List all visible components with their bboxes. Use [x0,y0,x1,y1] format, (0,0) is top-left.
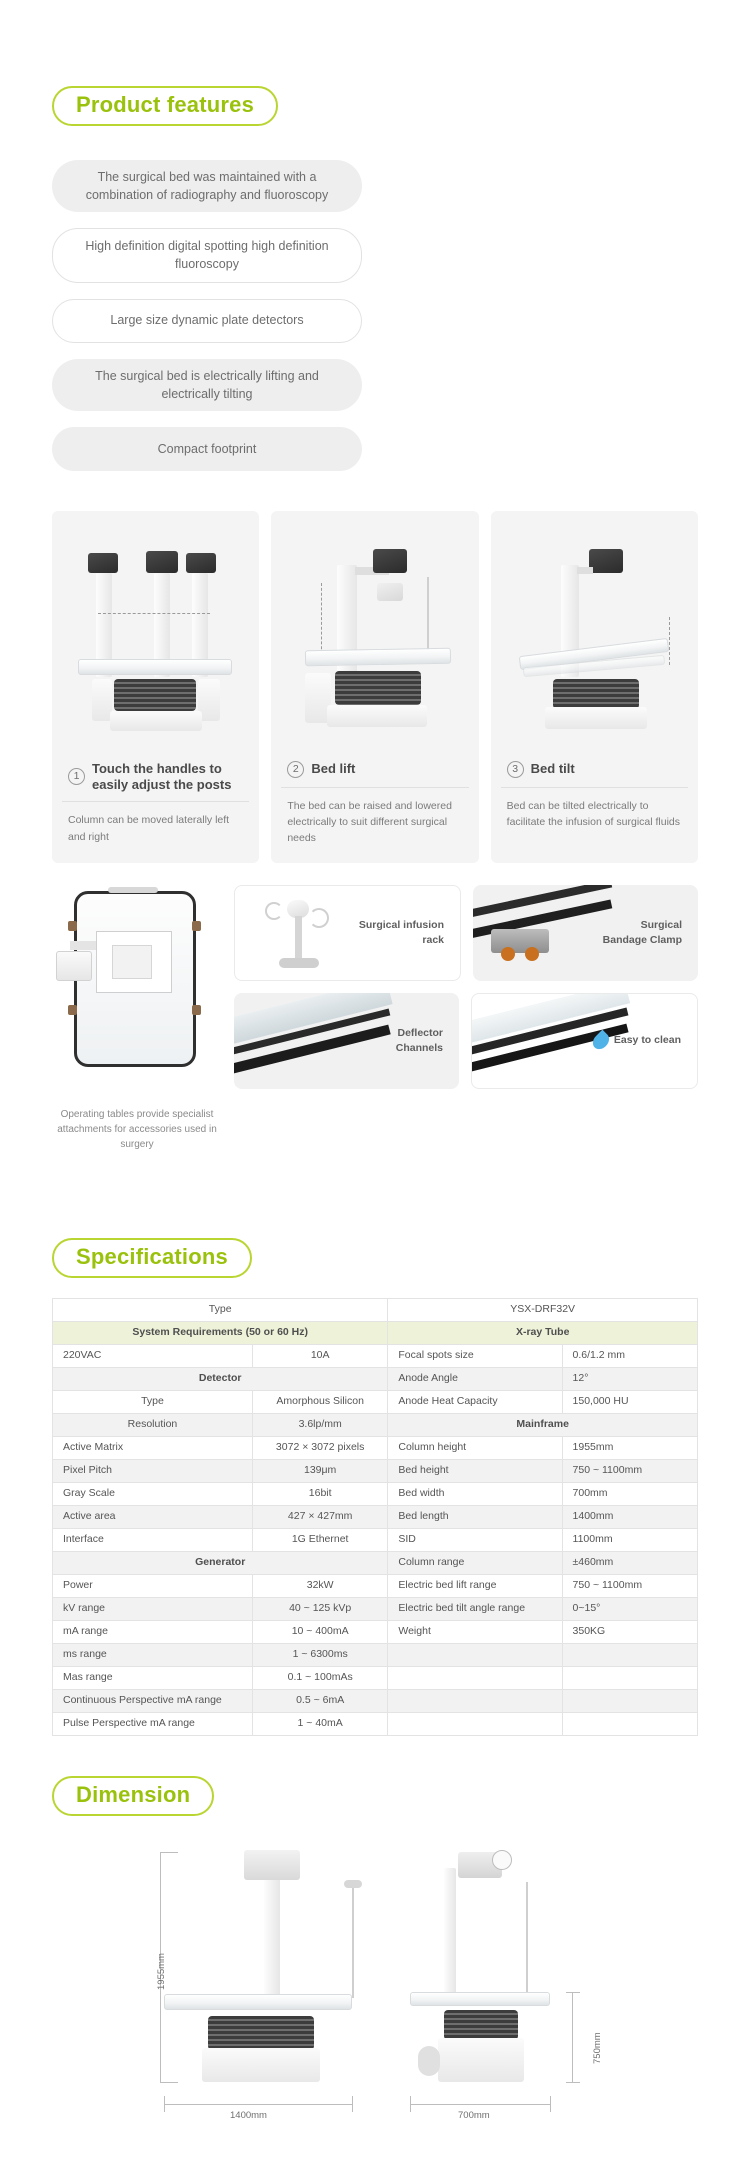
table-row [53,1436,698,1459]
dimension-section [0,1842,750,2142]
table-cell: Pulse Perspective mA range [53,1712,253,1735]
side-height-label: 750mm [592,2031,603,2064]
table-row [53,1321,698,1344]
feature-card-title-row [62,751,249,803]
table-cell: SID [388,1528,562,1551]
product-features-heading-label: Product features [76,92,255,117]
table-cell: 3.6lp/mm [252,1413,387,1436]
table-cell: 0.1 ~ 100mAs [252,1666,387,1689]
table-cell: Power [53,1574,253,1597]
accessory-tile-grid [234,885,698,1152]
feature-pill [52,228,362,282]
table-row [53,1367,698,1390]
table-cell: Bed height [388,1459,562,1482]
feature-card-title: Bed tilt [530,761,575,777]
table-cell: 3072 × 3072 pixels [252,1436,387,1459]
accessory-tile [473,885,698,981]
table-cell: ms range [53,1643,253,1666]
table-cell: 150,000 HU [562,1390,697,1413]
table-row [53,1505,698,1528]
table-row [53,1390,698,1413]
table-row [53,1298,698,1321]
table-cell: Type [53,1390,253,1413]
table-row [53,1459,698,1482]
table-cell [562,1689,697,1712]
table-cell [388,1712,562,1735]
table-cell [562,1666,697,1689]
feature-pill-label: The surgical bed was maintained with a combination of radiography and fluoroscopy [85,170,329,203]
feature-card-title: Touch the handles to easily adjust the posts [92,760,232,792]
table-cell: 32kW [252,1574,387,1597]
operating-table-caption: Operating tables provide specialist attachments for accessories used in surgery [57,1108,217,1150]
table-group-header: Detector [53,1367,388,1390]
specifications-heading [52,1238,252,1278]
table-group-header: System Requirements (50 or 60 Hz) [53,1321,388,1344]
table-cell: mA range [53,1620,253,1643]
feature-card-description: Column can be moved laterally left and right [68,814,230,843]
table-cell [388,1666,562,1689]
table-row [53,1620,698,1643]
table-cell: 1 ~ 40mA [252,1712,387,1735]
bed-lift-illustration [281,521,468,751]
table-cell: 750 ~ 1100mm [562,1459,697,1482]
table-row [53,1574,698,1597]
table-cell: 1G Ethernet [252,1528,387,1551]
feature-card-title-row [281,751,468,788]
table-row [53,1528,698,1551]
table-cell: Electric bed lift range [388,1574,562,1597]
table-cell: kV range [53,1597,253,1620]
table-cell [562,1643,697,1666]
table-cell: 750 ~ 1100mm [562,1574,697,1597]
table-row [53,1344,698,1367]
feature-pill [52,299,362,343]
table-cell: Column height [388,1436,562,1459]
table-cell: 350KG [562,1620,697,1643]
table-cell: Bed width [388,1482,562,1505]
table-cell: 0.6/1.2 mm [562,1344,697,1367]
column-lateral-illustration [62,521,249,751]
table-row [53,1712,698,1735]
table-cell: 427 × 427mm [252,1505,387,1528]
table-row [53,1551,698,1574]
feature-pill [52,427,362,471]
feature-card [52,511,259,863]
table-row [53,1666,698,1689]
accessory-tile-row [234,993,698,1089]
accessory-tile [234,993,459,1089]
feature-pill [52,359,362,411]
table-cell: 0.5 ~ 6mA [252,1689,387,1712]
accessory-tile-label: Surgical infusion rack [358,918,444,946]
table-cell [562,1712,697,1735]
feature-card-title: Bed lift [311,761,356,777]
table-cell [388,1689,562,1712]
table-cell: YSX-DRF32V [388,1298,698,1321]
table-cell: 10 ~ 400mA [252,1620,387,1643]
accessory-tile [471,993,698,1089]
specifications-table-wrap [0,1298,750,1736]
table-group-header: Mainframe [388,1413,698,1436]
table-cell: 1400mm [562,1505,697,1528]
table-cell: Active area [53,1505,253,1528]
feature-pill [52,160,362,212]
feature-card-number: 3 [507,761,524,778]
specifications-table-body [53,1298,698,1735]
table-cell: Anode Heat Capacity [388,1390,562,1413]
accessory-tile-label: Surgical Bandage Clamp [602,918,682,946]
table-cell: 220VAC [53,1344,253,1367]
feature-pill-label: Large size dynamic plate detectors [110,313,304,328]
table-cell: Active Matrix [53,1436,253,1459]
table-cell: 1100mm [562,1528,697,1551]
feature-card-number: 2 [287,761,304,778]
feature-card-description: Bed can be tilted electrically to facilitate the infusion of surgical fluids [506,799,680,829]
table-cell: Continuous Perspective mA range [53,1689,253,1712]
front-width-label: 1400mm [230,2109,267,2121]
table-cell: 12° [562,1367,697,1390]
dimension-heading-label: Dimension [76,1781,191,1807]
table-group-header: X-ray Tube [388,1321,698,1344]
infusion-rack-icon [235,886,375,980]
feature-pill-label: Compact footprint [157,441,257,456]
operating-table-illustration [52,885,222,1097]
operating-table-block [52,885,222,1152]
table-cell: Resolution [53,1413,253,1436]
table-cell: Weight [388,1620,562,1643]
accessory-tile-row [234,885,698,981]
front-height-label: 1955mm [156,1952,167,1990]
table-cell: Focal spots size [388,1344,562,1367]
table-cell: 1955mm [562,1436,697,1459]
table-row [53,1597,698,1620]
dimension-spacer [0,1736,750,1776]
table-cell: Bed length [388,1505,562,1528]
table-row [53,1643,698,1666]
table-cell: Column range [388,1551,562,1574]
product-features-heading [52,86,278,126]
feature-pill-list [0,160,750,471]
accessory-tile [234,885,461,981]
table-cell: ±460mm [562,1551,697,1574]
bed-tilt-illustration [501,521,688,751]
specifications-heading-label: Specifications [76,1243,228,1269]
top-spacer [0,0,750,86]
easy-to-clean-icon [472,994,612,1088]
table-cell: 0~15° [562,1597,697,1620]
deflector-channels-icon [234,993,374,1089]
table-row [53,1413,698,1436]
table-cell: 1 ~ 6300ms [252,1643,387,1666]
feature-card [491,511,698,863]
accessory-tile-label: Deflector Channels [395,1026,443,1054]
table-cell: 10A [252,1344,387,1367]
feature-card-title-row [501,751,688,788]
specs-spacer [0,1152,750,1238]
specifications-table [52,1298,698,1736]
table-row [53,1482,698,1505]
table-cell: Interface [53,1528,253,1551]
side-width-label: 700mm [458,2109,490,2121]
bottom-spacer [0,2142,750,2168]
feature-pill-label: High definition digital spotting high definition fluoroscopy [85,239,329,272]
table-cell: Gray Scale [53,1482,253,1505]
table-cell: Mas range [53,1666,253,1689]
table-cell: 700mm [562,1482,697,1505]
feature-card-list [0,511,750,863]
feature-card-number: 1 [68,768,85,785]
water-drop-icon [590,1029,613,1052]
table-cell: Amorphous Silicon [252,1390,387,1413]
table-cell: Anode Angle [388,1367,562,1390]
bandage-clamp-icon [473,885,613,981]
feature-card [271,511,478,863]
feature-card-description: The bed can be raised and lowered electrically to suit different surgical needs [287,799,452,845]
feature-pill-label: The surgical bed is electrically lifting and electrically tilting [95,368,319,401]
table-cell: 40 ~ 125 kVp [252,1597,387,1620]
table-cell: Electric bed tilt angle range [388,1597,562,1620]
accessories-section [0,885,750,1152]
table-cell [388,1643,562,1666]
table-row [53,1689,698,1712]
accessory-tile-label: Easy to clean [613,1034,681,1047]
table-cell: 139μm [252,1459,387,1482]
table-group-header: Generator [53,1551,388,1574]
table-cell: Type [53,1298,388,1321]
table-cell: Pixel Pitch [53,1459,253,1482]
dimension-heading [52,1776,214,1816]
dimension-drawings [52,1842,698,2142]
table-cell: 16bit [252,1482,387,1505]
